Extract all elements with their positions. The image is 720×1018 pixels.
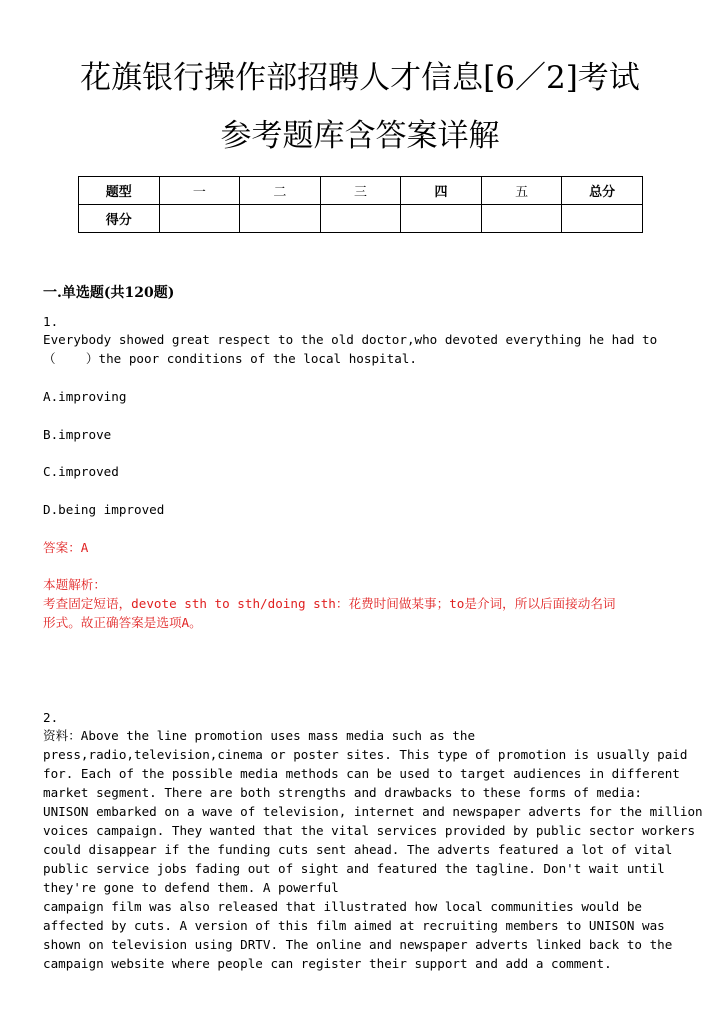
passage-line: campaign website where people can register their support and add a comment. <box>43 956 612 971</box>
question-1-option-c: C.improved <box>43 464 119 479</box>
passage-line: 资料：Above the line promotion uses mass media such as the <box>43 728 476 743</box>
question-1-stem-line-1: Everybody showed great respect to the old doctor,who devoted everything he had to <box>43 332 658 347</box>
score-table-header-row <box>79 177 643 205</box>
passage-line: public service jobs fading out of sight and featured the tagline. Don't wait until <box>43 861 665 876</box>
score-cell <box>481 205 562 233</box>
question-1-analysis-label: 本题解析： <box>43 577 106 592</box>
score-row-label: 得分 <box>79 205 160 233</box>
document-title-line-1: 花旗银行操作部招聘人才信息[6／2]考试 <box>80 60 640 96</box>
header-cell-5: 五 <box>481 177 562 205</box>
question-1-analysis-line-2: 形式。故正确答案是选项A。 <box>43 615 202 630</box>
passage-line: could disappear if the funding cuts sent ahead. The adverts featured a lot of vital <box>43 842 673 857</box>
passage-line: UNISON embarked on a wave of television, internet and newspaper adverts for the million <box>43 804 703 819</box>
passage-line: campaign film was also released that illustrated how local communities would be <box>43 899 642 914</box>
score-cell <box>562 205 643 233</box>
question-1-option-a: A.improving <box>43 389 127 404</box>
passage-line: market segment. There are both strengths and drawbacks to these forms of media: <box>43 785 642 800</box>
header-cell-type: 题型 <box>79 177 160 205</box>
header-cell-2: 二 <box>240 177 321 205</box>
header-cell-total: 总分 <box>562 177 643 205</box>
question-1-stem-line-2: （ ）the poor conditions of the local hospital. <box>43 351 417 366</box>
question-1-analysis-line-1: 考查固定短语，devote sth to sth/doing sth：花费时间做某事；to是介词，所以后面接动名词 <box>43 596 616 611</box>
passage-line: press,radio,television,cinema or poster sites. This type of promotion is usually paid <box>43 747 688 762</box>
passage-line: they're gone to defend them. A powerful <box>43 880 339 895</box>
score-cell <box>320 205 401 233</box>
document-title-line-2: 参考题库含答案详解 <box>220 118 500 154</box>
score-cell <box>159 205 240 233</box>
question-2-number: 2. <box>43 710 59 725</box>
question-1-number: 1. <box>43 314 59 329</box>
header-cell-3: 三 <box>320 177 401 205</box>
question-1-option-b: B.improve <box>43 427 112 442</box>
question-2-passage <box>43 726 703 973</box>
question-1-answer: 答案：A <box>43 540 89 555</box>
score-table-score-row <box>79 205 643 233</box>
passage-line: for. Each of the possible media methods can be used to target audiences in different <box>43 766 680 781</box>
section-heading: 一.单选题(共120题) <box>43 285 175 301</box>
passage-line: shown on television using DRTV. The online and newspaper adverts linked back to the <box>43 937 673 952</box>
score-cell <box>240 205 321 233</box>
passage-line: voices campaign. They wanted that the vital services provided by public sector workers <box>43 823 696 838</box>
score-cell <box>401 205 482 233</box>
passage-line: affected by cuts. A version of this film aimed at recruiting members to UNISON was <box>43 918 665 933</box>
header-cell-1: 一 <box>159 177 240 205</box>
header-cell-4: 四 <box>401 177 482 205</box>
score-table <box>78 176 643 233</box>
question-1-option-d: D.being improved <box>43 502 165 517</box>
